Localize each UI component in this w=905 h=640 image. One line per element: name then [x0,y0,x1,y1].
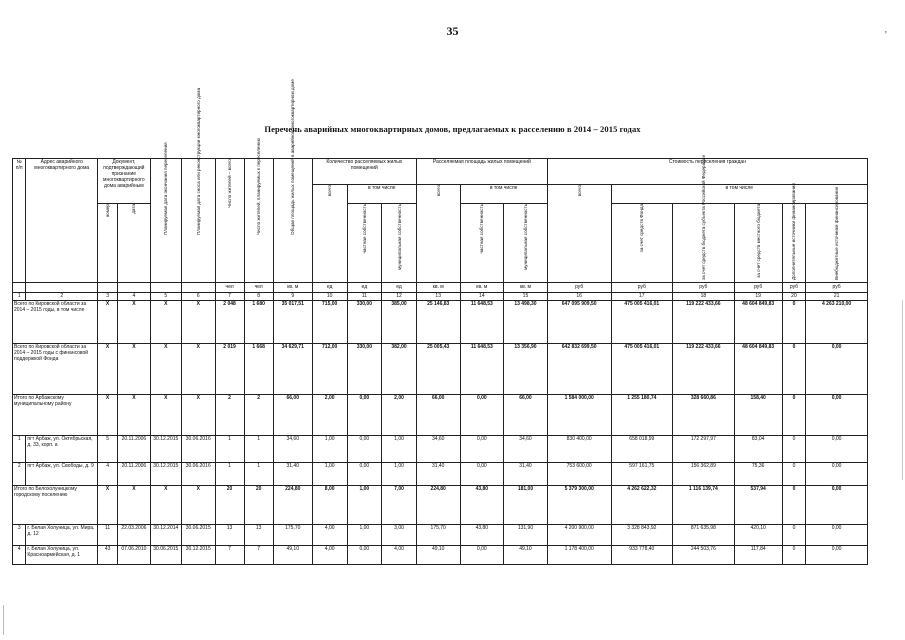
value-cell: 328 660,86 [673,395,735,436]
value-cell: 420,10 [734,525,782,546]
value-cell: 131,90 [504,525,548,546]
value-cell: X [150,301,181,344]
page-number: 35 [446,24,459,38]
value-cell: 1 [215,463,244,486]
unit-cell: кв. м [416,283,460,293]
value-cell: 0 [782,344,805,395]
value-cell: X [181,344,215,395]
col-doc-number-header: номер [98,204,118,283]
col-area-municipal-header: муниципальная собственность [504,204,548,283]
value-cell: X [98,301,118,344]
table-row [13,301,868,344]
value-cell: 0,00 [806,344,868,395]
value-cell: 4 [98,463,118,486]
value-cell: 712,00 [312,344,347,395]
value-cell: 753 600,00 [547,463,611,486]
address-cell: г. Белая Холуница, ул. Красноармейская, д. 1 [26,546,98,565]
value-cell: 13 [244,525,273,546]
column-number-cell: 3 [98,293,118,301]
value-cell: X [181,301,215,344]
scan-mark [3,605,4,635]
value-cell: 43,80 [460,486,504,525]
column-number-cell: 16 [547,293,611,301]
unit-cell [13,283,26,293]
value-cell: X [98,395,118,436]
col-rooms-private-header: частная собственность [347,204,382,283]
row-number: 1 [13,436,26,463]
value-cell: 35 017,51 [273,301,312,344]
unit-cell [181,283,215,293]
value-cell: 0 [782,436,805,463]
column-number-cell: 9 [273,293,312,301]
unit-cell: чел [215,283,244,293]
value-cell: 83,04 [734,436,782,463]
column-number-cell: 12 [382,293,417,301]
value-cell: 13 356,90 [504,344,548,395]
value-cell: 30.12.2015 [150,463,181,486]
unit-cell [118,283,150,293]
value-cell: 224,80 [416,486,460,525]
value-cell: 66,00 [504,395,548,436]
value-cell: X [118,344,150,395]
value-cell: 2 048 [215,301,244,344]
value-cell: 2,00 [312,395,347,436]
unit-cell: руб [547,283,611,293]
column-number-cell: 8 [244,293,273,301]
column-number-cell: 14 [460,293,504,301]
value-cell: 49,10 [273,546,312,565]
value-cell: 1 116 139,74 [673,486,735,525]
col-total-area-header: Общая площадь жилых помещений в аварийном многоквартирном доме [273,159,312,283]
units-row [13,283,868,293]
value-cell: X [118,301,150,344]
value-cell: 871 635,98 [673,525,735,546]
value-cell: 49,10 [416,546,460,565]
value-cell: 43,80 [460,525,504,546]
row-label: Всего по Кировской области за 2014 – 2015 годы, в том числе [13,301,98,344]
address-cell: пгт Арбаж, ул. Свободы, д. 9 [26,463,98,486]
document-title: Перечень аварийных многоквартирных домов, предлагаемых к расселению в 2014 – 2015 годах [264,124,641,134]
value-cell: 20.11.2006 [118,436,150,463]
value-cell: 11 648,53 [460,301,504,344]
value-cell: 0,00 [806,395,868,436]
column-number-cell: 6 [181,293,215,301]
column-number-cell: 15 [504,293,548,301]
value-cell: 0,00 [806,486,868,525]
value-cell: 175,70 [416,525,460,546]
value-cell: 0,00 [806,525,868,546]
value-cell: 0,00 [347,546,382,565]
value-cell: X [118,486,150,525]
value-cell: 11 648,53 [460,344,504,395]
value-cell: 30.06.2015 [181,525,215,546]
value-cell: 0,00 [347,436,382,463]
col-address-header: Адрес аварийного многоквартирного дома [26,159,98,283]
unit-cell: руб [734,283,782,293]
value-cell: 34,60 [504,436,548,463]
value-cell: 30.12.2014 [150,525,181,546]
value-cell: 2 [215,395,244,436]
value-cell: 156 362,89 [673,463,735,486]
table-row [13,546,868,565]
column-number-cell: 4 [118,293,150,301]
value-cell: 181,00 [504,486,548,525]
value-cell: 175,70 [273,525,312,546]
col-document-header: Документ, подтверждающий признание многоквартирного дома аварийным [98,159,151,204]
col-cost-extra-header: Дополнительные источники финансирования [782,204,805,283]
unit-cell: руб [782,283,805,293]
col-cost-local-header: за счет средств местного бюджета [734,204,782,283]
col-area-incl-header: в том числе [460,185,547,204]
value-cell: 382,00 [382,344,417,395]
value-cell: X [150,395,181,436]
value-cell: 1,00 [312,463,347,486]
value-cell: 597 161,75 [611,463,673,486]
value-cell: 0,00 [460,463,504,486]
unit-cell: ед [382,283,417,293]
value-cell: 475 005 416,01 [611,301,673,344]
value-cell: 0,00 [806,436,868,463]
value-cell: 0,00 [347,395,382,436]
value-cell: 0,00 [806,463,868,486]
value-cell: 0 [782,486,805,525]
value-cell: 0 [782,546,805,565]
value-cell: 4 263 210,00 [806,301,868,344]
value-cell: 1 178 400,00 [547,546,611,565]
column-number-cell: 11 [347,293,382,301]
value-cell: 22.03.2006 [118,525,150,546]
value-cell: 30.06.2015 [150,546,181,565]
col-residents-planned-header: Число жителей, планируемых к переселению [244,159,273,283]
value-cell: 1 668 [244,344,273,395]
unit-cell: ед [312,283,347,293]
value-cell: 7 [244,546,273,565]
unit-cell: кв. м [273,283,312,293]
col-cost-fund-header: за счет средств Фонда [611,204,673,283]
value-cell: 48 604 849,83 [734,301,782,344]
col-area-total-header: всего [416,185,460,283]
column-number-cell: 5 [150,293,181,301]
row-label: Итого по Арбажскому муниципальному району [13,395,98,436]
value-cell: 475 005 416,01 [611,344,673,395]
value-cell: 1 [215,436,244,463]
column-number-cell: 20 [782,293,805,301]
value-cell: 75,36 [734,463,782,486]
value-cell: 13 498,30 [504,301,548,344]
col-planned-date-header: Планируемая дата окончания переселения [150,159,181,283]
table-body [13,283,868,565]
value-cell: 119 222 433,66 [673,344,735,395]
value-cell: 0,00 [460,395,504,436]
address-cell: пгт Арбаж, ул. Октябрьская, д. 33, корп. а [26,436,98,463]
value-cell: 34,60 [273,436,312,463]
value-cell: 13 [215,525,244,546]
value-cell: 25 146,83 [416,301,460,344]
value-cell: 2,00 [382,395,417,436]
value-cell: 1 255 180,74 [611,395,673,436]
value-cell: 5 [98,436,118,463]
col-cost-header: Стоимость переселения граждан [547,159,867,185]
value-cell: 647 095 909,50 [547,301,611,344]
value-cell: 0 [782,395,805,436]
value-cell: 30.06.2016 [181,463,215,486]
value-cell: 933 778,40 [611,546,673,565]
column-number-cell: 2 [26,293,98,301]
col-doc-date-header: дата [118,204,150,283]
value-cell: 49,10 [504,546,548,565]
col-rooms-count-header: Количество расселяемых жилых помещений [312,159,416,185]
unit-cell: руб [673,283,735,293]
col-num-header: № п/п [13,159,26,283]
col-cost-subject-header: за счет средств бюджета субъекта Российской Федерации [673,204,735,283]
column-number-cell: 10 [312,293,347,301]
col-residents-header: Число жителей – всего [215,159,244,283]
table-row [13,436,868,463]
value-cell: 1 [244,436,273,463]
column-number-cell: 1 [13,293,26,301]
value-cell: 25 005,43 [416,344,460,395]
column-number-cell: 19 [734,293,782,301]
value-cell: 1,00 [347,525,382,546]
value-cell: 7,00 [382,486,417,525]
value-cell: 4 200 900,00 [547,525,611,546]
col-area-private-header: частная собственность [460,204,504,283]
value-cell: 0,00 [347,463,382,486]
row-number: 2 [13,463,26,486]
value-cell: 0,00 [460,546,504,565]
scan-edge [902,300,903,480]
address-cell: г. Белая Холуница, ул. Мира, д. 12 [26,525,98,546]
value-cell: 31,40 [504,463,548,486]
value-cell: 1 [244,463,273,486]
value-cell: 658 018,99 [611,436,673,463]
value-cell: 1 584 000,00 [547,395,611,436]
value-cell: X [150,344,181,395]
value-cell: X [98,486,118,525]
value-cell: 1,00 [347,486,382,525]
col-rooms-municipal-header: муниципальная собственность [382,204,417,283]
value-cell: 3,00 [382,525,417,546]
value-cell: 330,00 [347,301,382,344]
column-number-cell: 7 [215,293,244,301]
value-cell: 34 629,71 [273,344,312,395]
value-cell: 224,80 [273,486,312,525]
table-row [13,486,868,525]
value-cell: 66,00 [416,395,460,436]
value-cell: 119 222 433,66 [673,301,735,344]
value-cell: 31,40 [416,463,460,486]
value-cell: 3 328 843,92 [611,525,673,546]
value-cell: 1,00 [312,436,347,463]
value-cell: X [181,395,215,436]
value-cell: 4 262 622,32 [611,486,673,525]
value-cell: 117,84 [734,546,782,565]
value-cell: 20 [244,486,273,525]
value-cell: 43 [98,546,118,565]
table-row [13,463,868,486]
col-rooms-area-header: Расселяемая площадь жилых помещений [416,159,547,185]
column-numbers-row [13,293,868,301]
value-cell: 8,00 [312,486,347,525]
value-cell: 172 297,97 [673,436,735,463]
value-cell: 5 379 300,00 [547,486,611,525]
value-cell: 830 400,00 [547,436,611,463]
column-number-cell: 21 [806,293,868,301]
value-cell: 158,40 [734,395,782,436]
column-number-cell: 13 [416,293,460,301]
col-rooms-total-header: всего [312,185,347,283]
unit-cell: чел [244,283,273,293]
unit-cell [150,283,181,293]
value-cell: X [118,395,150,436]
value-cell: X [98,344,118,395]
corner-mark: ' [885,30,887,41]
value-cell: 1 680 [244,301,273,344]
col-cost-extra2-header: Внебюджетные источники финансирования [806,204,868,283]
value-cell: 330,00 [347,344,382,395]
value-cell: 20.11.2006 [118,463,150,486]
value-cell: 30.12.2015 [150,436,181,463]
unit-cell: кв. м [504,283,548,293]
value-cell: 642 832 699,50 [547,344,611,395]
value-cell: 0,00 [806,546,868,565]
unit-cell: ед [347,283,382,293]
value-cell: 0 [782,525,805,546]
value-cell: 537,94 [734,486,782,525]
col-rooms-incl-header: в том числе [347,185,416,204]
table-row [13,525,868,546]
table-row [13,344,868,395]
value-cell: 31,40 [273,463,312,486]
value-cell: X [181,486,215,525]
value-cell: 7 [215,546,244,565]
value-cell: 715,00 [312,301,347,344]
row-number: 3 [13,525,26,546]
row-number: 4 [13,546,26,565]
unit-cell [98,283,118,293]
value-cell: 0 [782,301,805,344]
value-cell: 1,00 [382,436,417,463]
value-cell: X [150,486,181,525]
value-cell: 11 [98,525,118,546]
value-cell: 30.12.2015 [181,546,215,565]
column-number-cell: 18 [673,293,735,301]
value-cell: 2 019 [215,344,244,395]
value-cell: 48 604 849,83 [734,344,782,395]
value-cell: 1,00 [382,463,417,486]
table-row [13,395,868,436]
column-number-cell: 17 [611,293,673,301]
value-cell: 2 [244,395,273,436]
col-demolition-date-header: Планируемая дата сноса или реконструкции многоквартирного дома [181,159,215,283]
value-cell: 385,00 [382,301,417,344]
value-cell: 66,00 [273,395,312,436]
value-cell: 20 [215,486,244,525]
value-cell: 07.06.2010 [118,546,150,565]
unit-cell: кв. м [460,283,504,293]
value-cell: 4,00 [382,546,417,565]
value-cell: 0,00 [460,436,504,463]
unit-cell [26,283,98,293]
row-label: Всего по Кировской области за 2014 – 2015 годы с финансовой поддержкой Фонда [13,344,98,395]
value-cell: 30.06.2016 [181,436,215,463]
row-label: Итого по Белохолуницкому городскому поселению [13,486,98,525]
col-cost-total-header: всего [547,185,611,283]
value-cell: 0 [782,463,805,486]
value-cell: 244 503,76 [673,546,735,565]
value-cell: 4,00 [312,546,347,565]
value-cell: 4,00 [312,525,347,546]
value-cell: 34,60 [416,436,460,463]
unit-cell: руб [611,283,673,293]
unit-cell: руб [806,283,868,293]
col-cost-incl-header: в том числе [611,185,867,204]
